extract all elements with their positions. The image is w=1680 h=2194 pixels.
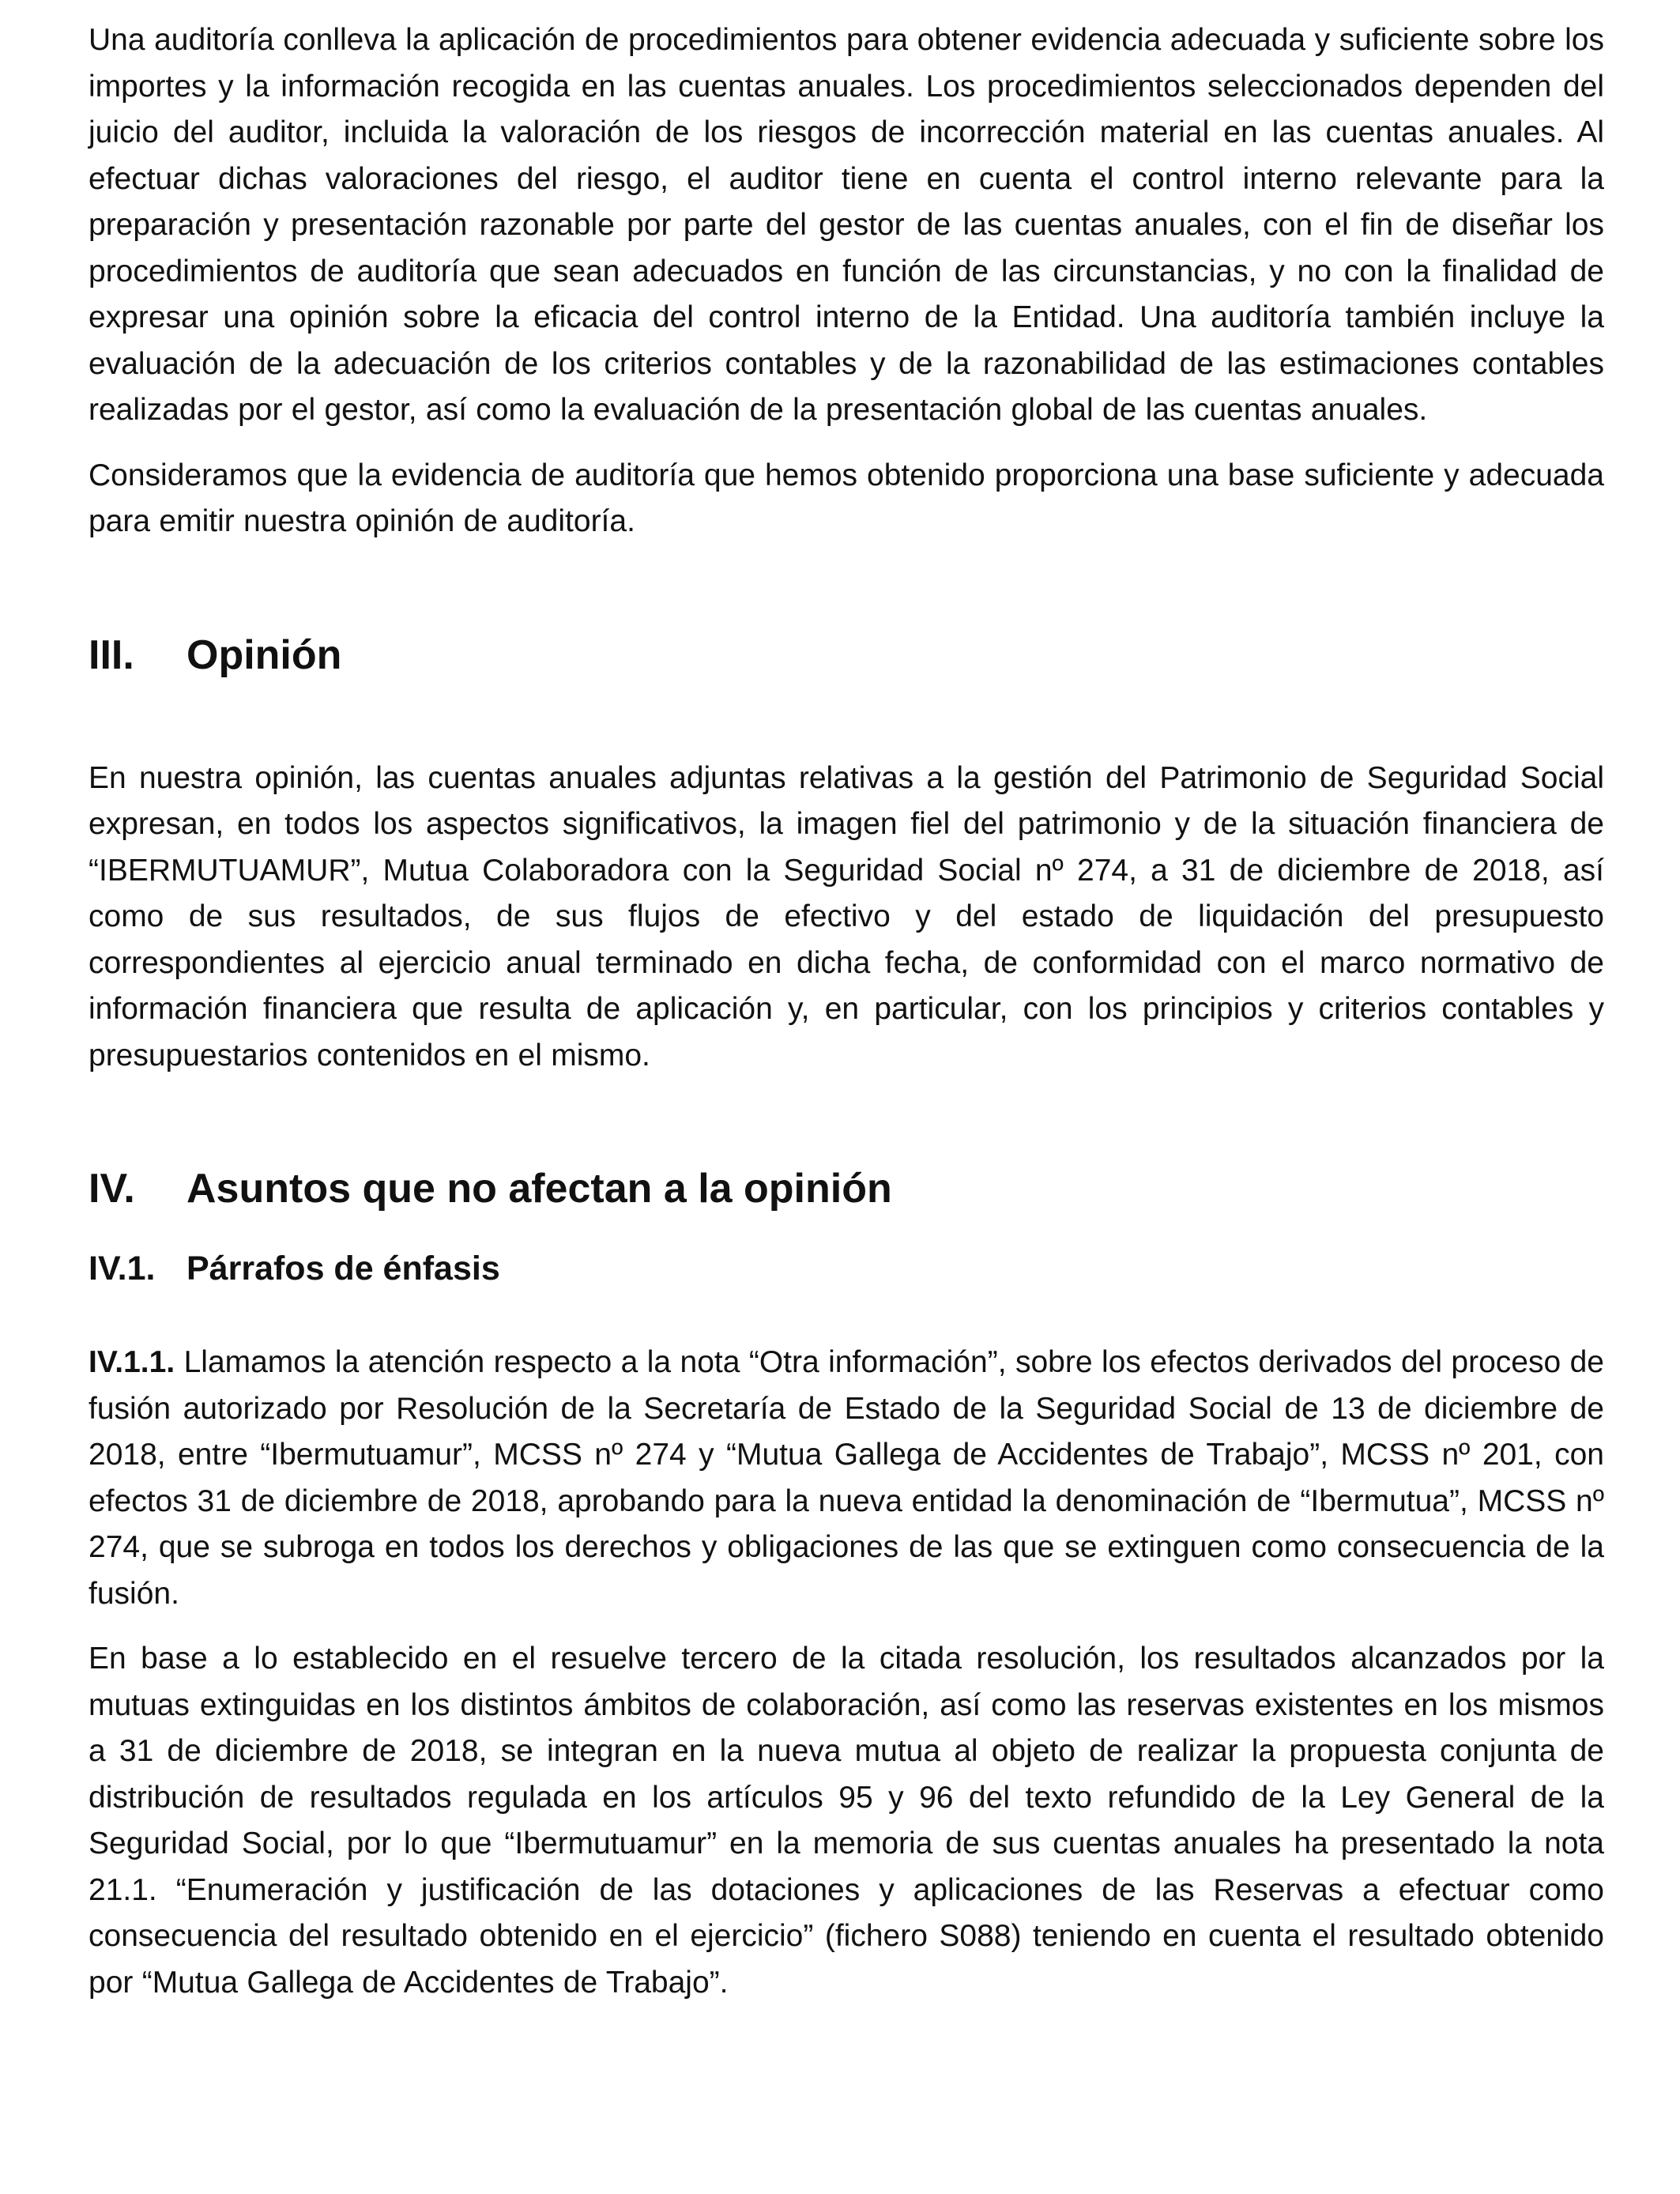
spacer — [89, 1079, 1604, 1161]
audit-procedures-paragraph: Una auditoría conlleva la aplicación de procedimientos para obtener evidencia adecuada y suficiente sobre los importes y la información recogida en las cuentas anuales. Los procedimientos seleccionados dependen del juicio del auditor, incluida la valoración de los riesgos de incorrección material en las cuentas anuales. Al efectuar dichas valoraciones del riesgo, el auditor tiene en cuenta el control interno relevante para la preparación y presentación razonable por parte del gestor de las cuentas anuales, con el fin de diseñar los procedimientos de auditoría que sean adecuados en función de las circunstancias, y no con la finalidad de expresar una opinión sobre la eficacia del control interno de la Entidad. Una auditoría también incluye la evaluación de la adecuación de los criterios contables y de la razonabilidad de las estimaciones contables realizadas por el gestor, así como la evaluación de la presentación global de las cuentas anuales. — [89, 23, 1604, 427]
item-number: IV.1.1. — [89, 1345, 175, 1379]
section-number: IV. — [89, 1166, 135, 1212]
emphasis-item-paragraph — [89, 1340, 1604, 1617]
subsection-number: IV.1. — [89, 1250, 156, 1287]
section-title: Opinión — [186, 631, 342, 678]
opinion-paragraph: En nuestra opinión, las cuentas anuales adjuntas relativas a la gestión del Patrimonio de Seguridad Social expresan, en todos los aspectos significativos, la imagen fiel del patrimonio y de la situación financiera de “IBERMUTUAMUR”, Mutua Colaboradora con la Seguridad Social nº 274, a 31 de diciembre de 2018, así como de sus resultados, de sus flujos de efectivo y del estado de liquidación del presupuesto correspondientes al ejercicio anual terminado en dicha fecha, de conformidad con el marco normativo de información financiera que resulta de aplicación y, en particular, con los principios y criterios contables y presupuestarios contenidos en el mismo. — [89, 760, 1604, 1072]
spacer — [89, 545, 1604, 628]
subsection-title: Párrafos de énfasis — [186, 1250, 500, 1287]
section-opinion-heading — [89, 628, 1604, 683]
subsection-emphasis-heading — [89, 1245, 1604, 1292]
document-page — [89, 17, 1604, 2006]
section-title: Asuntos que no afectan a la opinión — [186, 1166, 892, 1212]
spacer — [89, 1617, 1604, 1636]
section-number: III. — [89, 631, 134, 678]
spacer — [89, 1292, 1604, 1340]
spacer — [89, 1216, 1604, 1245]
audit-evidence-paragraph: Consideramos que la evidencia de auditoría que hemos obtenido proporciona una base suficiente y adecuada para emitir nuestra opinión de auditoría. — [89, 458, 1604, 538]
spacer — [89, 683, 1604, 756]
item-text: Llamamos la atención respecto a la nota “Otra información”, sobre los efectos derivados del proceso de fusión autorizado por Resolución de la Secretaría de Estado de la Seguridad Social de 13 de diciembre de 2018, entre “Ibermutuamur”, MCSS nº 274 y “Mutua Gallega de Accidentes de Trabajo”, MCSS nº 201, con efectos 31 de diciembre de 2018, aprobando para la nueva entidad la denominación de “Ibermutua”, MCSS nº 274, que se subroga en todos los derechos y obligaciones de las que se extinguen como consecuencia de la fusión. — [89, 1345, 1604, 1611]
spacer — [89, 434, 1604, 453]
results-integration-paragraph: En base a lo establecido en el resuelve tercero de la citada resolución, los resultados alcanzados por la mutuas extinguidas en los distintos ámbitos de colaboración, así como las reservas existentes en los mismos a 31 de diciembre de 2018, se integran en la nueva mutua al objeto de realizar la propuesta conjunta de distribución de resultados regulada en los artículos 95 y 96 del texto refundido de la Ley General de la Seguridad Social, por lo que “Ibermutuamur” en la memoria de sus cuentas anuales ha presentado la nota 21.1. “Enumeración y justificación de las dotaciones y aplicaciones de las Reservas a efectuar como consecuencia del resultado obtenido en el ejercicio” (fichero S088) teniendo en cuenta el resultado obtenido por “Mutua Gallega de Accidentes de Trabajo”. — [89, 1642, 1604, 2000]
section-matters-heading — [89, 1161, 1604, 1216]
